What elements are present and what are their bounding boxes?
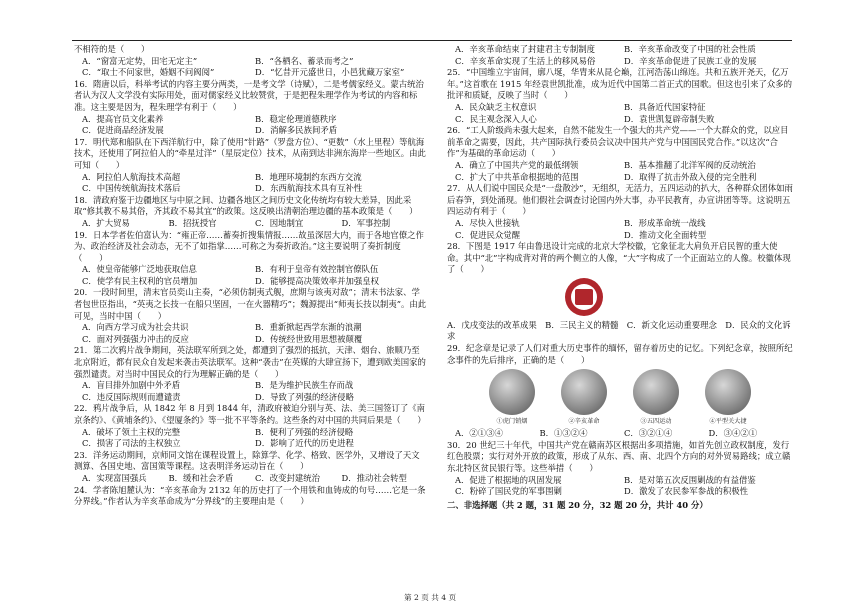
answer-option: C．③②①④ xyxy=(624,428,673,439)
answer-options xyxy=(74,427,428,450)
question-text: A．戊戌变法的改革成果 B．三民主义的精髓 C．新文化运动重要理念 D．民众的文化诉求 xyxy=(447,319,791,342)
answer-option: D．激发了农民参军参战的积极性 xyxy=(624,486,748,497)
question-text: 不相符的是（ ） xyxy=(74,44,150,54)
top-rule xyxy=(72,40,792,41)
question-text: 23．洋务运动期间，京师同文馆在课程设置上，除算学、化学、格致、医学外，又增设了天文测算、各国史地、富国策等课程。这表明洋务运动旨在（ ） xyxy=(74,449,420,472)
answer-option: B．是为维护民族生存而战 xyxy=(255,380,354,391)
medal-caption: ④平型关大捷 xyxy=(709,418,747,426)
answer-option: B．招抚授官 xyxy=(168,217,217,228)
right-top-block xyxy=(447,44,793,276)
answer-options xyxy=(447,428,793,440)
answer-option: C．中国传统航海技术落后 xyxy=(82,183,181,194)
answer-option: B．缓和社会矛盾 xyxy=(168,472,234,483)
medal-icon xyxy=(705,369,751,415)
question-text: 28．下图是 1917 年由鲁迅设计完成的北京大学校徽，它象征北大肩负开启民智的重大使命。其中“北”字构成背对背的两个侧立的人像，“大”字构成了一个正面站立的人像。校徽体现了（ ） xyxy=(447,241,791,275)
left-column xyxy=(74,44,428,508)
answer-option: D．导致了列强的经济侵略 xyxy=(255,391,354,402)
answer-option: D．袁世凯复辟帝制失败 xyxy=(624,113,715,124)
answer-option: B．具备近代国家特征 xyxy=(624,101,706,112)
answer-option: D．军事控制 xyxy=(341,217,391,228)
pku-seal-icon xyxy=(565,278,603,316)
answer-options xyxy=(74,172,428,195)
answer-option: B．是对第五次反围剿战的有益借鉴 xyxy=(624,474,756,485)
answer-option: A．“窗富无定势，田宅无定主” xyxy=(82,55,198,66)
medals-row xyxy=(447,369,793,427)
page-footer: 第 2 页 共 4 页 xyxy=(403,593,457,602)
question-text: 18．清政府鉴于边疆地区与中原之间、边疆各地区之间历史文化传统均有较大差异，因此采取“修其教不易其俗，齐其政不易其宜”的政策。这反映出清朝治理边疆的基本政策是（ ） xyxy=(74,194,418,217)
answer-options xyxy=(74,322,428,345)
right-end-block xyxy=(447,428,793,498)
answer-options xyxy=(74,56,428,79)
section-title: 二、非选择题（共 2 题，31 题 20 分，32 题 20 分，共计 40 分） xyxy=(447,499,708,510)
answer-option: A．尽快入世接轨 xyxy=(455,217,520,228)
answer-option: D．③④②① xyxy=(708,428,758,439)
answer-option: A．提高官员文化素养 xyxy=(82,113,164,124)
answer-option: D．传统经世致用思想被颠覆 xyxy=(255,333,363,344)
answer-option: A．确立了中国共产党的最低纲领 xyxy=(455,159,579,170)
answer-option: B．形成革命统一战线 xyxy=(624,217,706,228)
answer-option: C．改变封建统治 xyxy=(255,472,321,483)
answer-options xyxy=(447,218,793,241)
answer-options xyxy=(74,380,428,403)
answer-option: D．辛亥革命促进了民族工业的发展 xyxy=(624,55,757,66)
answer-option: A．使皇帝能够广泛地获取信息 xyxy=(82,264,197,275)
medal-caption: ①虎门销烟 xyxy=(496,418,528,426)
answer-option: C．因地制宜 xyxy=(255,217,304,228)
answer-option: B．便利了列强的经济侵略 xyxy=(255,426,354,437)
answer-option: A．破坏了领土主权的完整 xyxy=(82,426,181,437)
question-text: 16．隋唐以后，科举考试的内容主要分两类，一是考文学（诗赋），二是考儒家经义。蒙古统治者认为汉人文学没有实际用处，面对儒家经义比较赞赏，于是把程朱理学作为考试的内容和标准。这主要是因为，程朱理学有利于（ ） xyxy=(74,78,424,112)
answer-option: B．地理环境制约东西方交流 xyxy=(255,171,362,182)
answer-option: C．民主观念深入人心 xyxy=(455,113,537,124)
question-text: 24．学者陈旭麓认为：“辛亥革命为 2132 年的历史打了一个用铁和血铸成的句号……它是一条分界线。”作者认为辛亥革命成为“分界线”的主要理由是（ ） xyxy=(74,484,426,507)
answer-options xyxy=(447,102,793,125)
answer-option: C．促进商品经济发展 xyxy=(82,125,164,136)
answer-option: C．违反国际规则而遭谴责 xyxy=(82,391,181,402)
answer-options xyxy=(74,114,428,137)
answer-option: B．辛亥革命改变了中国的社会性质 xyxy=(624,44,756,54)
answer-option: A．民众缺乏主权意识 xyxy=(455,101,537,112)
answer-option: D．影响了近代的历史进程 xyxy=(255,438,354,449)
question-text: 19．日本学者佐伯富认为：“雍正帝……蓄奏折搜集情报……故虽深居大内，而于各地官僚之作为、政治经济及社会动态，无不了如指掌……可称之为奏折政治。”这主要说明了奏折制度（ ） xyxy=(74,229,424,263)
answer-option: D．取得了抗击外敌入侵的完全胜利 xyxy=(624,171,757,182)
answer-option: C．粉碎了国民党的军事围剿 xyxy=(455,486,562,497)
medal-caption: ③五四运动 xyxy=(640,418,672,426)
answer-options xyxy=(447,475,793,498)
answer-option: B．①③②④ xyxy=(539,428,588,439)
answer-option: D．推动社会转型 xyxy=(341,472,407,483)
medal-icon xyxy=(561,369,607,415)
answer-option: A．向西方学习成为社会共识 xyxy=(82,322,189,333)
answer-options xyxy=(74,218,428,230)
question-text: 27．从人们说中国民众是“一盘散沙”，无组织，无活力，五四运动的扒大，各种群众团体如雨后春笋，到处涌现。他们假社会调查讨论国内外大事，办平民教育，办宣讲团等等。这说明五四运动有利于（ ） xyxy=(447,183,793,217)
question-text: 25．“中国维立宇宙间，廓八埏，华胄来从昆仑巅，江河浩荡山绵连。共和五族开尧天，亿万年。”这首歌在 1915 年经袁世凯批准，成为近代中国第二首正式的国歌。但这也引来了众多的批评和质疑，反映了当时（ ） xyxy=(447,67,792,101)
answer-option: B．基本推翻了北洋军阀的反动统治 xyxy=(624,159,756,170)
answer-options xyxy=(447,44,793,67)
answer-options xyxy=(447,160,793,183)
question-text: 30．20 世纪三十年代，中国共产党在赣南苏区根据出多项措施，如首先创立政权制度，发行红色股票；实行对外开放的政策，形成了从东、西、南、北四个方向的对外贸易路线；成立赣东北特区贫民银行等。这些举措（ ） xyxy=(447,439,791,474)
answer-option: A．盲目排外加剧中外矛盾 xyxy=(82,380,181,391)
right-bottom-block xyxy=(447,320,793,366)
answer-option: D．东西航海技术具有互补性 xyxy=(255,183,363,194)
answer-option: A．②①③④ xyxy=(455,428,503,439)
answer-options xyxy=(74,473,428,485)
answer-option: A．扩大贸易 xyxy=(82,217,130,228)
question-text: 22．鸦片战争后，从 1842 年 8 月到 1844 年，清政府被迫分别与英、法、美三国签订了《南京条约》、《黄埔条约》、《望厦条约》等一批不平等条约。这些条约对中国的共同后果是（ ） xyxy=(74,403,426,425)
question-text: 29．纪念章是记录了人们对重大历史事件的缅怀，留存着历史的记忆。下列纪念章，按照所纪念事件的先后排序，正确的是（ ） xyxy=(447,343,793,365)
answer-option: A．阿拉伯人航海技术高超 xyxy=(82,171,181,182)
answer-option: A．实现富国强兵 xyxy=(82,472,147,483)
answer-options xyxy=(74,264,428,287)
answer-option: C．使学有民主权利的官员增加 xyxy=(82,275,198,286)
answer-option: C．辛亥革命实现了生活上的移风易俗 xyxy=(455,55,596,66)
medal-icon xyxy=(633,369,679,415)
answer-option: B．有利于皇帝有效控制官僚队伍 xyxy=(255,264,379,275)
question-text: 17．明代郑和船队在下西洋航行中，除了使用“针路”（罗盘方位）、“更数”（水上里程）等航海技术，还使用了阿拉伯人的“牵星过洋”（星辰定位）技术，从南到达非洲东海岸一些地区。由此可知（ ） xyxy=(74,136,426,170)
answer-option: D．能够提高决策效率并加强皇权 xyxy=(255,275,379,286)
answer-option: C．“取士不问家世，婚姻不问阀阅” xyxy=(82,67,215,78)
answer-option: C．损害了司法的主权独立 xyxy=(82,438,181,449)
answer-option: D．推动文化全面转型 xyxy=(624,229,707,240)
answer-option: D．“忆昔开元盛世日，小邑犹藏万家室” xyxy=(255,67,405,78)
question-text: 21．第二次鸦片战争期间，英法联军所到之处，都遭到了强烈的抵抗，天津、烟台、旅顺乃至北京附近，都有民众自发起来袭击英法联军。这种“袭击”在英媒的大肆宣扬下，遭到欧美国家的强烈谴责。对当时中国民众的行为理解正确的是（ ） xyxy=(74,345,426,379)
peking-university-logo xyxy=(447,278,793,318)
answer-option: B．“各栖名、蓄录而考之” xyxy=(255,55,354,66)
medal-icon xyxy=(489,369,535,415)
medal-caption: ②辛亥革命 xyxy=(568,418,600,426)
answer-option: A．促进了根据地的巩固发展 xyxy=(455,474,562,485)
answer-option: C．面对列强强力冲击的反应 xyxy=(82,333,189,344)
answer-option: B．稳定伦理道德秩序 xyxy=(255,113,337,124)
answer-option: D．消解多民族间矛盾 xyxy=(255,125,338,136)
answer-option: A．辛亥革命结束了封建君主专制制度 xyxy=(455,44,596,54)
answer-option: C．扩大了中共革命根据地的范围 xyxy=(455,171,579,182)
answer-option: B．重新掀起西学东渐的浪潮 xyxy=(255,322,362,333)
answer-option: C．促进民众觉醒 xyxy=(455,229,521,240)
question-text: 26．“工人阶级尚未强大起来，自然不能发生一个强大的共产党——一个大群众的党，以应目前革命之需要，因此，共产国际执行委员会议决中国共产党与中国国民党合作。”以这次“合作”为基础的革命运动（ ） xyxy=(447,125,789,159)
question-text: 20．一段时间里，清末官员奕山主奏，“必须仿制夷式舰，庶期与该夷对敌”；清末书法家、学者包世臣指出，“英夷之长技一在船只坚固，一在火器精巧”；魏源提出“师夷长技以制夷”。由此可见，当时中国（ ） xyxy=(74,287,427,321)
right-column xyxy=(447,44,793,511)
